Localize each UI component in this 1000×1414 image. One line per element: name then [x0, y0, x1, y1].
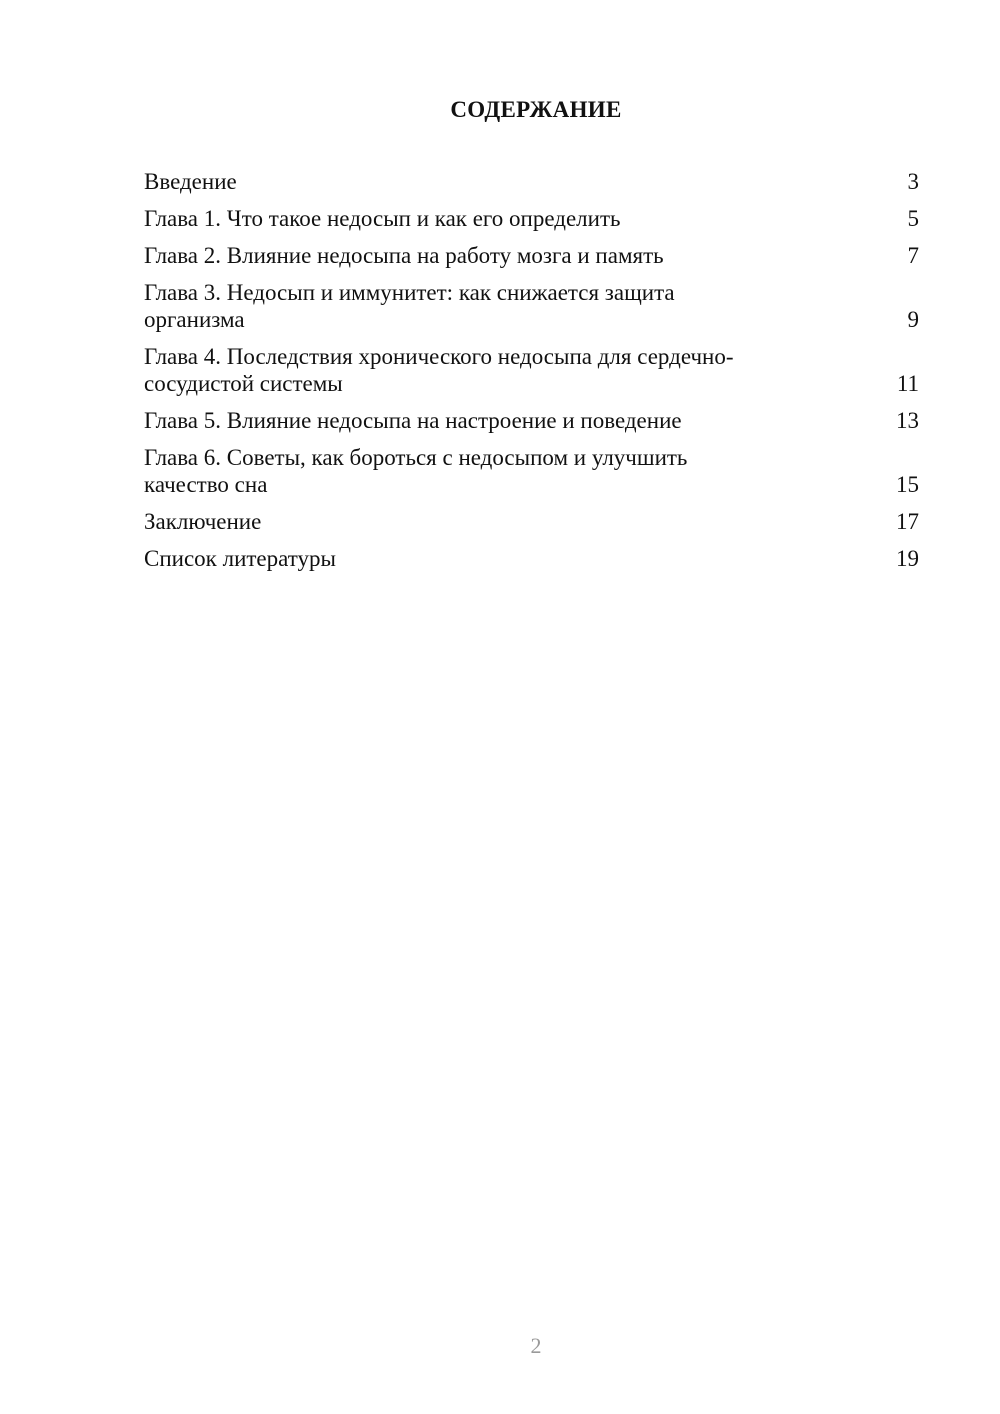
- toc-entry-page: 15: [896, 472, 919, 497]
- toc-entry: [144, 205, 919, 232]
- toc-entry-title: Глава 1. Что такое недосып и как его определить: [144, 206, 621, 231]
- toc-entry-page: 9: [907, 307, 919, 332]
- toc-entry-page: 3: [907, 169, 919, 194]
- toc-entry-title: Глава 3. Недосып и иммунитет: как снижается защита организма: [144, 280, 675, 332]
- toc-entry-page: 7: [907, 243, 919, 268]
- toc-entry: [144, 343, 919, 397]
- toc-entry-page: 11: [896, 371, 919, 396]
- toc-entry-title: Глава 6. Советы, как бороться с недосыпом и улучшить качество сна: [144, 445, 688, 497]
- page-title: СОДЕРЖАНИЕ: [450, 97, 622, 122]
- toc-entry: [144, 545, 919, 572]
- toc-entry-title: Глава 5. Влияние недосыпа на настроение и поведение: [144, 408, 682, 433]
- toc-entry: [144, 168, 919, 195]
- toc-entry: [144, 242, 919, 269]
- toc-entry: [144, 508, 919, 535]
- toc-entry-page: 19: [896, 546, 919, 571]
- toc-entry: [144, 407, 919, 434]
- toc-entry-page: 13: [896, 408, 919, 433]
- toc-entry-page: 17: [896, 509, 919, 534]
- toc-entry-title: Список литературы: [144, 546, 336, 571]
- page-number: 2: [530, 1333, 542, 1358]
- toc-entry-title: Глава 4. Последствия хронического недосыпа для сердечно-сосудистой системы: [144, 344, 734, 396]
- toc-entry-title: Глава 2. Влияние недосыпа на работу мозга и память: [144, 243, 664, 268]
- toc-entry: [144, 279, 919, 333]
- toc-entry: [144, 444, 919, 498]
- toc-entry-page: 5: [907, 206, 919, 231]
- toc-entry-title: Введение: [144, 169, 237, 194]
- toc-entry-title: Заключение: [144, 509, 262, 534]
- table-of-contents: [144, 168, 919, 582]
